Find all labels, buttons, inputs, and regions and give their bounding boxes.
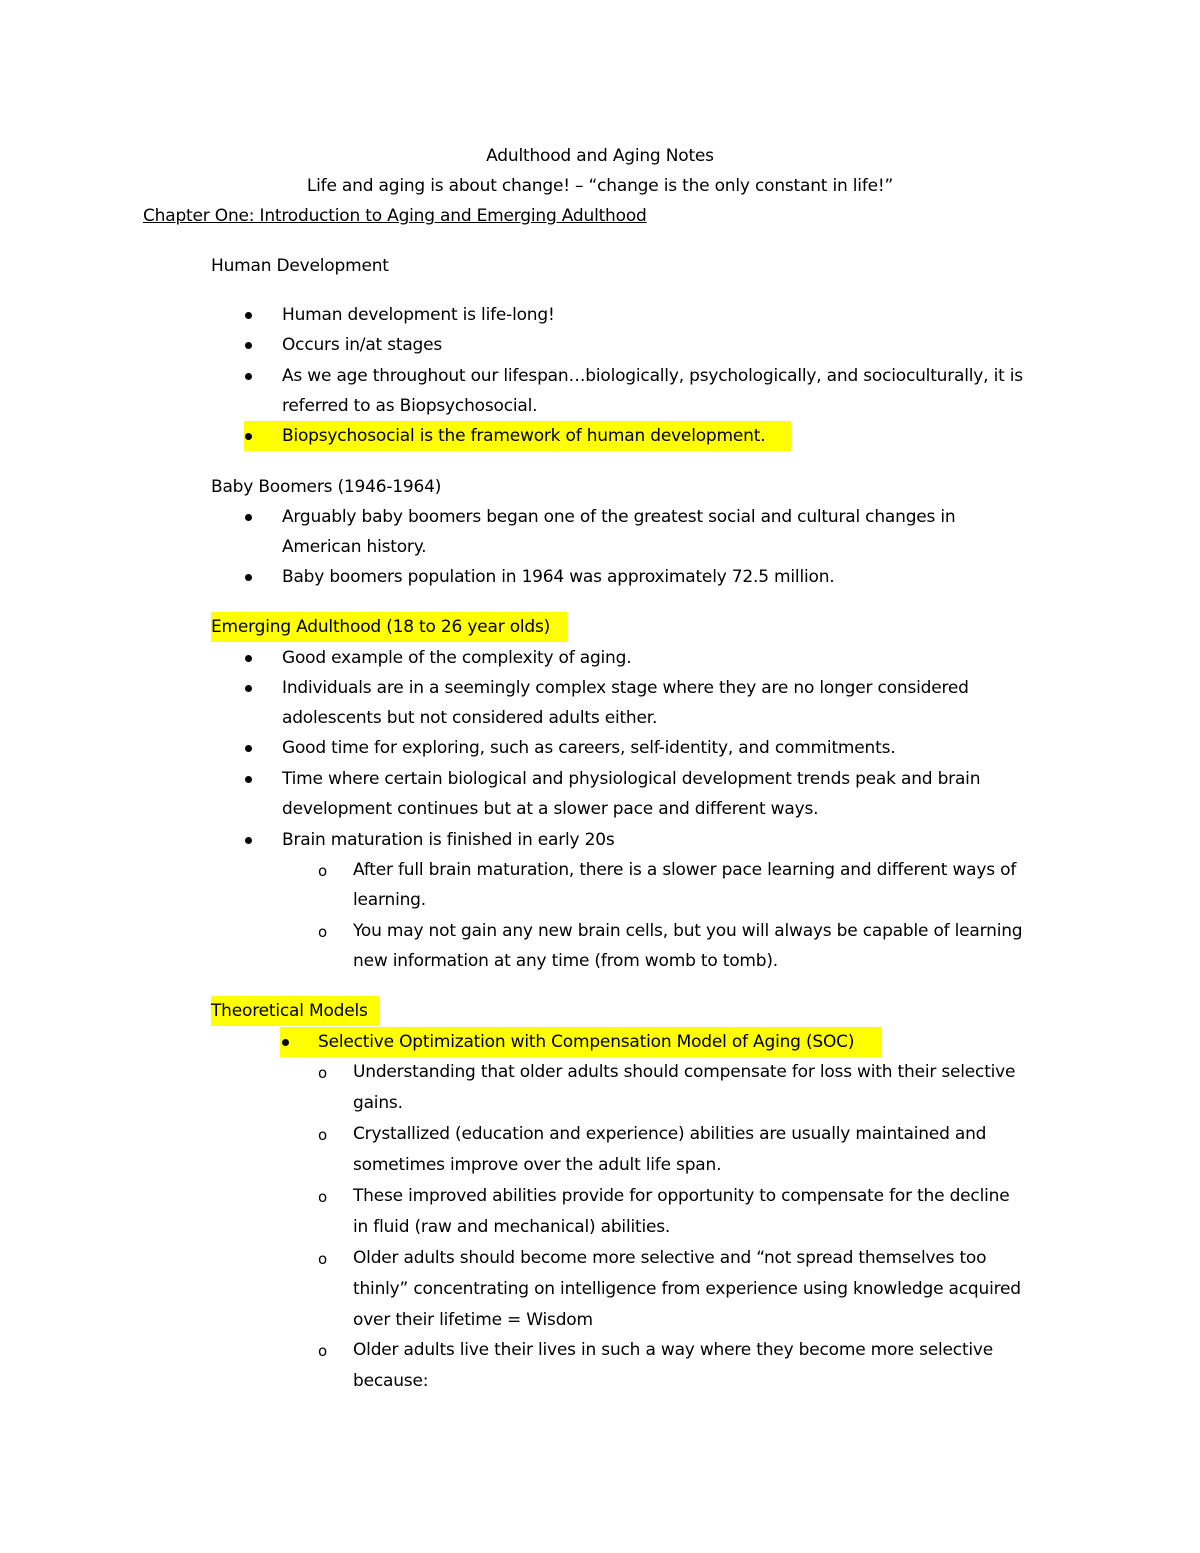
sub-bullet-circle-icon: o — [318, 923, 328, 941]
list-item-continuation: development continues but at a slower pace and different ways. — [282, 799, 819, 819]
sub-list-item-continuation: learning. — [353, 890, 426, 910]
sub-list-item-continuation: new information at any time (from womb to tomb). — [353, 951, 778, 971]
bullet-icon — [245, 312, 252, 319]
sub-list-item: These improved abilities provide for opportunity to compensate for the decline — [353, 1186, 1010, 1206]
bullet-icon — [245, 342, 252, 349]
list-item-highlighted: Biopsychosocial is the framework of human development. — [282, 426, 766, 446]
bullet-icon — [245, 373, 252, 380]
sub-bullet-circle-icon: o — [318, 1126, 328, 1144]
bullet-icon — [245, 574, 252, 581]
sub-list-item-continuation: thinly” concentrating on intelligence from experience using knowledge acquired — [353, 1279, 1021, 1299]
sub-list-item-continuation: gains. — [353, 1093, 403, 1113]
sub-list-item: Understanding that older adults should compensate for loss with their selective — [353, 1062, 1016, 1082]
list-item: As we age throughout our lifespan…biologically, psychologically, and socioculturally, it is — [282, 366, 1023, 386]
sub-list-item-continuation: sometimes improve over the adult life span. — [353, 1155, 722, 1175]
sub-bullet-circle-icon: o — [318, 1064, 328, 1082]
list-item: Occurs in/at stages — [282, 335, 443, 355]
list-item-highlighted: Selective Optimization with Compensation Model of Aging (SOC) — [318, 1032, 855, 1052]
list-item: Brain maturation is finished in early 20s — [282, 830, 615, 850]
list-item: Baby boomers population in 1964 was approximately 72.5 million. — [282, 567, 835, 587]
sub-bullet-circle-icon: o — [318, 1250, 328, 1268]
document-subtitle: Life and aging is about change! – “change is the only constant in life!” — [306, 176, 894, 196]
sub-list-item: You may not gain any new brain cells, but you will always be capable of learning — [353, 921, 1023, 941]
bullet-icon — [245, 433, 252, 440]
bullet-icon — [245, 837, 252, 844]
list-item: Time where certain biological and physiological development trends peak and brain — [282, 769, 981, 789]
chapter-heading: Chapter One: Introduction to Aging and Emerging Adulthood — [143, 206, 647, 226]
list-item-continuation: American history. — [282, 537, 427, 557]
list-item: Good time for exploring, such as careers, self-identity, and commitments. — [282, 738, 896, 758]
sub-list-item-continuation: because: — [353, 1371, 429, 1391]
bullet-icon — [245, 514, 252, 521]
sub-list-item: Older adults should become more selective and “not spread themselves too — [353, 1248, 987, 1268]
list-item-continuation: referred to as Biopsychosocial. — [282, 396, 538, 416]
sub-list-item: Older adults live their lives in such a way where they become more selective — [353, 1340, 994, 1360]
bullet-icon — [245, 655, 252, 662]
bullet-icon — [245, 745, 252, 752]
document-title: Adulthood and Aging Notes — [486, 146, 714, 166]
sub-list-item-continuation: in fluid (raw and mechanical) abilities. — [353, 1217, 671, 1237]
sub-list-item: Crystallized (education and experience) abilities are usually maintained and — [353, 1124, 987, 1144]
section-heading-emerging-adulthood: Emerging Adulthood (18 to 26 year olds) — [211, 617, 551, 637]
bullet-icon — [282, 1039, 289, 1046]
list-item: Human development is life-long! — [282, 305, 555, 325]
sub-bullet-circle-icon: o — [318, 862, 328, 880]
bullet-icon — [245, 776, 252, 783]
sub-list-item: After full brain maturation, there is a slower pace learning and different ways of — [353, 860, 1017, 880]
list-item: Arguably baby boomers began one of the greatest social and cultural changes in — [282, 507, 956, 527]
sub-bullet-circle-icon: o — [318, 1188, 328, 1206]
section-heading-theoretical-models: Theoretical Models — [211, 1001, 368, 1021]
list-item: Individuals are in a seemingly complex stage where they are no longer considered — [282, 678, 969, 698]
list-item-continuation: adolescents but not considered adults either. — [282, 708, 658, 728]
section-heading-baby-boomers: Baby Boomers (1946-1964) — [211, 477, 442, 497]
bullet-icon — [245, 685, 252, 692]
section-heading-human-development: Human Development — [211, 256, 389, 276]
sub-list-item-continuation: over their lifetime = Wisdom — [353, 1310, 593, 1330]
sub-bullet-circle-icon: o — [318, 1342, 328, 1360]
list-item: Good example of the complexity of aging. — [282, 648, 632, 668]
